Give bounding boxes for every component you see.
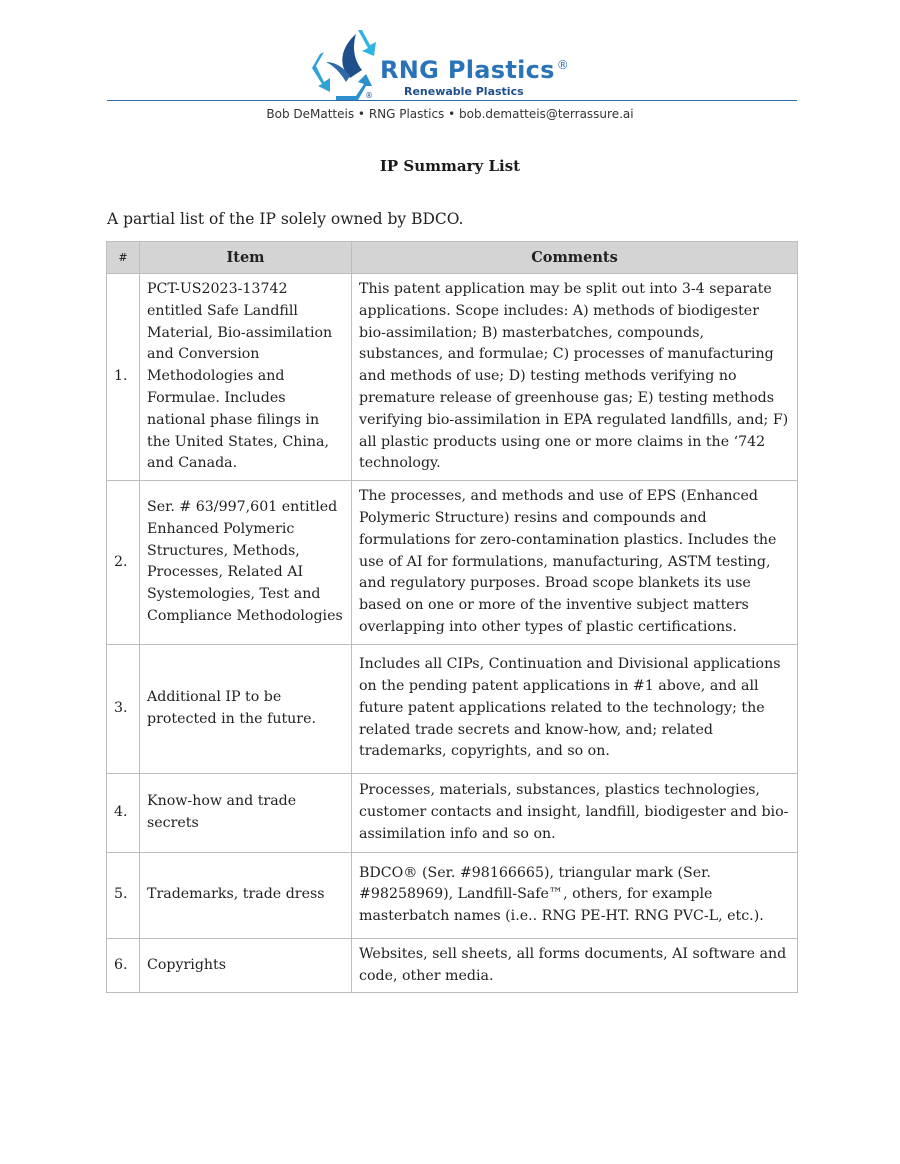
row-item: Ser. # 63/997,601 entitled Enhanced Polymeric Structures, Methods, Processes, Related AI Systemologies, Test and Compliance Methodologies: [140, 481, 352, 645]
row-comments: BDCO® (Ser. #98166665), triangular mark (Ser. #98258969), Landfill-Safe™, others, for example masterbatch names (i.e.. RNG PE-HT. RNG PVC-L, etc.).: [352, 852, 798, 938]
table-row: [107, 644, 798, 773]
row-comments: Websites, sell sheets, all forms documents, AI software and code, other media.: [352, 938, 798, 993]
row-item: Trademarks, trade dress: [140, 852, 352, 938]
row-number: 1.: [107, 274, 140, 481]
row-number: 5.: [107, 852, 140, 938]
row-comments: Includes all CIPs, Continuation and Divisional applications on the pending patent applications in #1 above, and all future patent applications related to the technology; the related trade secrets and know-how, and; related trademarks, copyrights, and so on.: [352, 644, 798, 773]
table-row: [107, 274, 798, 481]
intro-paragraph: A partial list of the IP solely owned by BDCO.: [107, 210, 464, 228]
row-comments: Processes, materials, substances, plastics technologies, customer contacts and insight, landfill, biodigester and bio-assimilation info and so on.: [352, 773, 798, 852]
row-item: Know-how and trade secrets: [140, 773, 352, 852]
logo-reg-mark: ®: [556, 58, 570, 72]
table-row: [107, 481, 798, 645]
document-title: IP Summary List: [379, 157, 521, 175]
row-number: 2.: [107, 481, 140, 645]
ip-summary-table: [106, 241, 798, 993]
svg-text:®: ®: [365, 91, 373, 100]
header-comments: Comments: [352, 242, 798, 274]
table-row: [107, 852, 798, 938]
row-item: Copyrights: [140, 938, 352, 993]
header-item: Item: [140, 242, 352, 274]
row-number: 6.: [107, 938, 140, 993]
header-number: #: [107, 242, 140, 274]
header-contact-line: Bob DeMatteis • RNG Plastics • bob.dematteis@terrassure.ai: [266, 107, 634, 121]
row-item: PCT-US2023-13742 entitled Safe Landfill Material, Bio-assimilation and Conversion Methodologies and Formulae. Includes national phase filings in the United States, China, and Canada.: [140, 274, 352, 481]
row-number: 3.: [107, 644, 140, 773]
recycle-triangle-icon: [310, 26, 380, 102]
row-comments: This patent application may be split out into 3-4 separate applications. Scope includes: A) methods of biodigester bio-assimilation; B) masterbatches, compounds, substances, and formulae; C) processes of manufacturing and methods of use; D) testing methods verifying no premature release of greenhouse gas; E) testing methods verifying bio-assimilation in EPA regulated landfills, and; F) all plastic products using one or more claims in the ‘742 technology.: [352, 274, 798, 481]
company-logo: [310, 26, 570, 102]
header-divider: [107, 100, 797, 101]
logo-tagline: Renewable Plastics: [404, 85, 524, 98]
table-row: [107, 938, 798, 993]
row-comments: The processes, and methods and use of EPS (Enhanced Polymeric Structure) resins and compounds and formulations for zero-contamination plastics. Includes the use of AI for formulations, manufacturing, ASTM testing, and regulatory purposes. Broad scope blankets its use based on one or more of the inventive subject matters overlapping into other types of plastic certifications.: [352, 481, 798, 645]
table-row: [107, 773, 798, 852]
row-number: 4.: [107, 773, 140, 852]
row-item: Additional IP to be protected in the future.: [140, 644, 352, 773]
table-header-row: [107, 242, 798, 274]
logo-name: RNG Plastics ®: [380, 56, 570, 84]
